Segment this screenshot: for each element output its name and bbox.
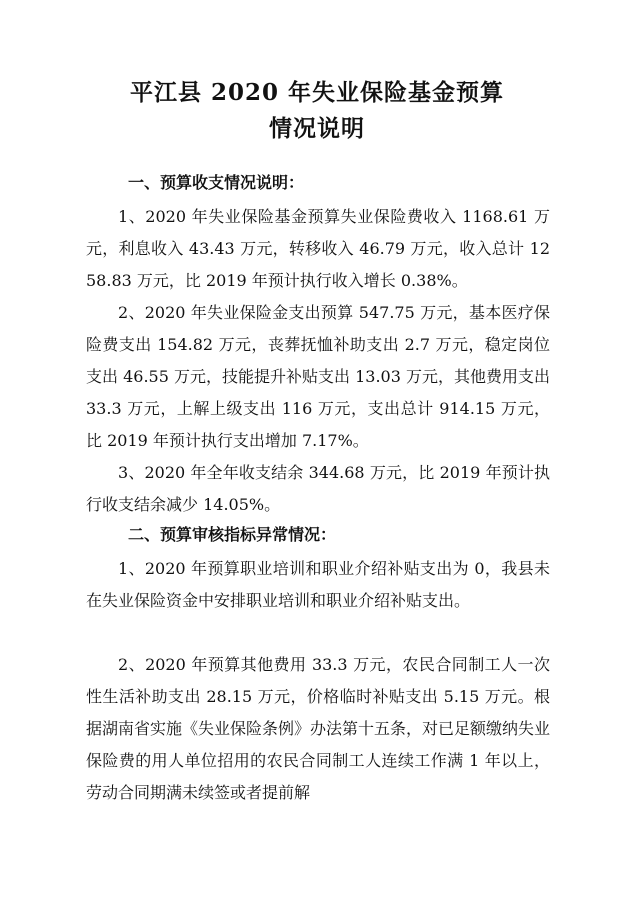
document-subtitle: 情况说明 (269, 115, 365, 142)
paragraph-income: 1、2020 年失业保险基金预算失业保险费收入 1168.61 万元，利息收入 43.43 万元，转移收入 46.79 万元，收入总计 1258.83 万元，比 2019 年预计执行收入增长 0.38%。 (86, 207, 550, 290)
paragraph-expenditure: 2、2020 年失业保险金支出预算 547.75 万元，基本医疗保险费支出 154.82 万元，丧葬抚恤补助支出 2.7 万元，稳定岗位支出 46.55 万元，技能提升补贴支出 13.03 万元，其他费用支出 33.3 万元，上解上级支出 116 万元，支出总计 914.15 万元，比 2019 年预计执行支出增加 7.17%。 (86, 303, 550, 450)
paragraph-other-costs: 2、2020 年预算其他费用 33.3 万元，农民合同制工人一次性生活补助支出 28.15 万元，价格临时补贴支出 5.15 万元。根据湖南省实施《失业保险条例》办法第十五条，对已足额缴纳失业保险费的用人单位招用的农民合同制工人连续工作满 1 年以上，劳动合同期满未续签或者提前解 (86, 655, 551, 802)
section-heading-budget: 一、预算收支情况说明： (128, 173, 305, 192)
document-title: 平江县 2020 年失业保险基金预算 (129, 79, 505, 106)
paragraph-balance: 3、2020 年全年收支结余 344.68 万元，比 2019 年预计执行收支结余减少 14.05%。 (86, 463, 550, 514)
paragraph-training-subsidy: 1、2020 年预算职业培训和职业介绍补贴支出为 0，我县未在失业保险资金中安排职业培训和职业介绍补贴支出。 (86, 559, 550, 610)
section-heading-review: 二、预算审核指标异常情况： (128, 525, 337, 544)
